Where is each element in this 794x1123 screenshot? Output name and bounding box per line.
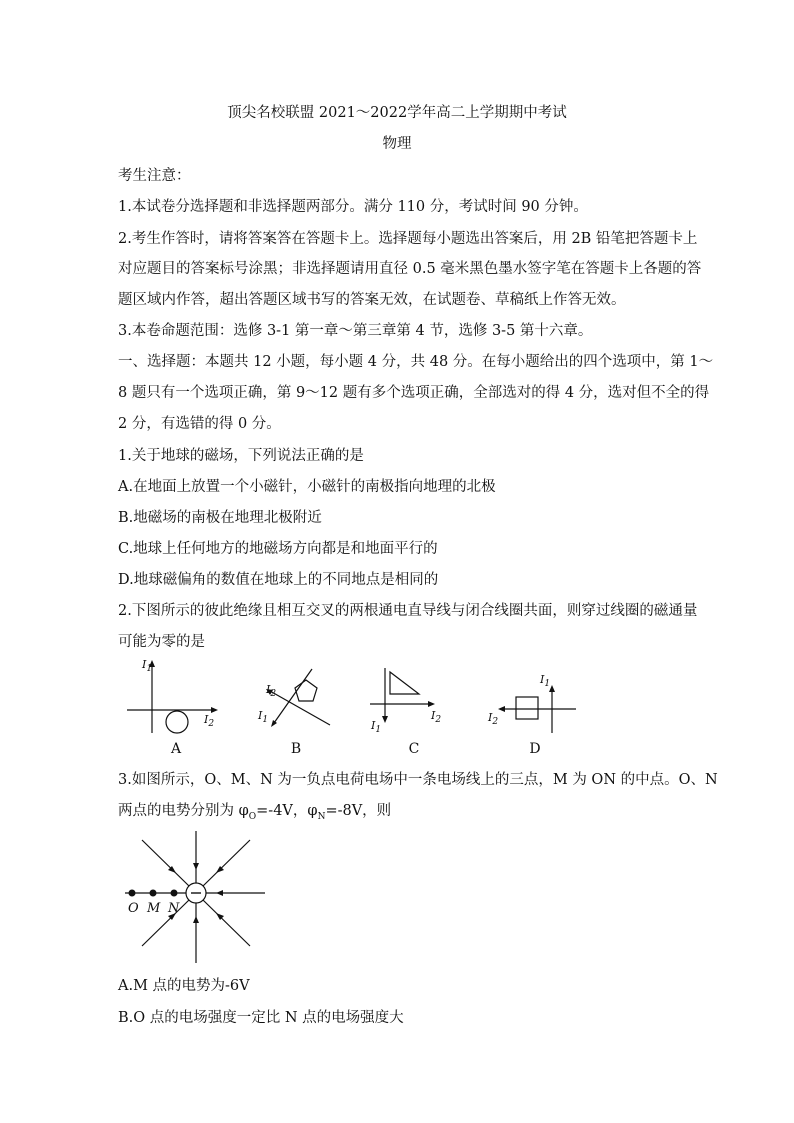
- current-label: $I_2$: [431, 709, 442, 726]
- current-label: $I_1$: [371, 719, 382, 736]
- question-1-option-c: C.地球上任何地方的地磁场方向都是和地面平行的: [118, 541, 438, 557]
- notes-heading: 考生注意：: [118, 168, 191, 184]
- current-label: $I_2$: [488, 711, 499, 728]
- question-2-stem: 2.下图所示的彼此绝缘且相互交叉的两根通电直导线与闭合线圈共面，则穿过线圈的磁通量: [118, 603, 698, 619]
- question-3-stem: 3.如图所示，O、M、N 为一负点电荷电场中一条电场线上的三点，M 为 ON 的中点。O、N: [118, 772, 718, 788]
- exam-subject: 物理: [382, 136, 412, 152]
- current-label: $I_1$: [540, 673, 551, 690]
- figure-label-c: C: [408, 741, 420, 757]
- question-1-stem: 1.关于地球的磁场，下列说法正确的是: [118, 448, 364, 464]
- exam-title: 顶尖名校联盟 2021～2022学年高二上学期期中考试: [227, 105, 567, 121]
- note-line: 3.本卷命题范围：选修 3-1 第一章～第三章第 4 节，选修 3-5 第十六章。: [118, 323, 593, 339]
- section-instructions: 一、选择题：本题共 12 小题，每小题 4 分，共 48 分。在每小题给出的四个选项中，第 1～: [118, 354, 714, 370]
- figure-a: [122, 655, 222, 740]
- section-instructions: 2 分，有选错的得 0 分。: [118, 416, 281, 432]
- note-line: 对应题目的答案标号涂黑；非选择题请用直径 0.5 毫米黑色墨水签字笔在答题卡上各题的答: [118, 261, 702, 277]
- figure-c: [365, 663, 450, 738]
- current-label: $I_1$: [258, 709, 269, 726]
- question-1-option-a: A.在地面上放置一个小磁针，小磁针的南极指向地理的北极: [118, 479, 496, 495]
- figure-b: [252, 663, 342, 738]
- note-line: 2.考生作答时，请将答案答在答题卡上。选择题每小题选出答案后，用 2B 铅笔把答题卡上: [118, 231, 698, 247]
- point-label-o: O: [128, 901, 139, 916]
- point-label-n: N: [168, 901, 180, 916]
- question-3-option-a: A.M 点的电势为-6V: [118, 978, 250, 994]
- point-label-m: M: [147, 901, 161, 916]
- current-label: $I_2$: [266, 683, 277, 700]
- question-3-stem: 两点的电势分别为 $\varphi_O=-4V$，$\varphi_N=-8V$，则: [118, 803, 392, 822]
- question-1-option-d: D.地球磁偏角的数值在地球上的不同地点是相同的: [118, 572, 439, 588]
- note-line: 题区域内作答，超出答题区域书写的答案无效，在试题卷、草稿纸上作答无效。: [118, 292, 626, 308]
- current-label: $I_1$: [142, 658, 153, 675]
- question-3-option-b: B.O 点的电场强度一定比 N 点的电场强度大: [118, 1010, 404, 1026]
- figure-label-b: B: [290, 741, 302, 757]
- current-label: $I_2$: [204, 713, 215, 730]
- question-2-stem: 可能为零的是: [118, 634, 205, 650]
- figure-d: [488, 663, 580, 738]
- question-1-option-b: B.地磁场的南极在地理北极附近: [118, 510, 322, 526]
- section-instructions: 8 题只有一个选项正确，第 9～12 题有多个选项正确，全部选对的得 4 分，选对但不全的得: [118, 385, 710, 401]
- note-line: 1.本试卷分选择题和非选择题两部分。满分 110 分，考试时间 90 分钟。: [118, 199, 588, 215]
- figure-label-a: A: [170, 741, 182, 757]
- figure-label-d: D: [529, 741, 541, 757]
- electric-field-figure: [120, 828, 270, 968]
